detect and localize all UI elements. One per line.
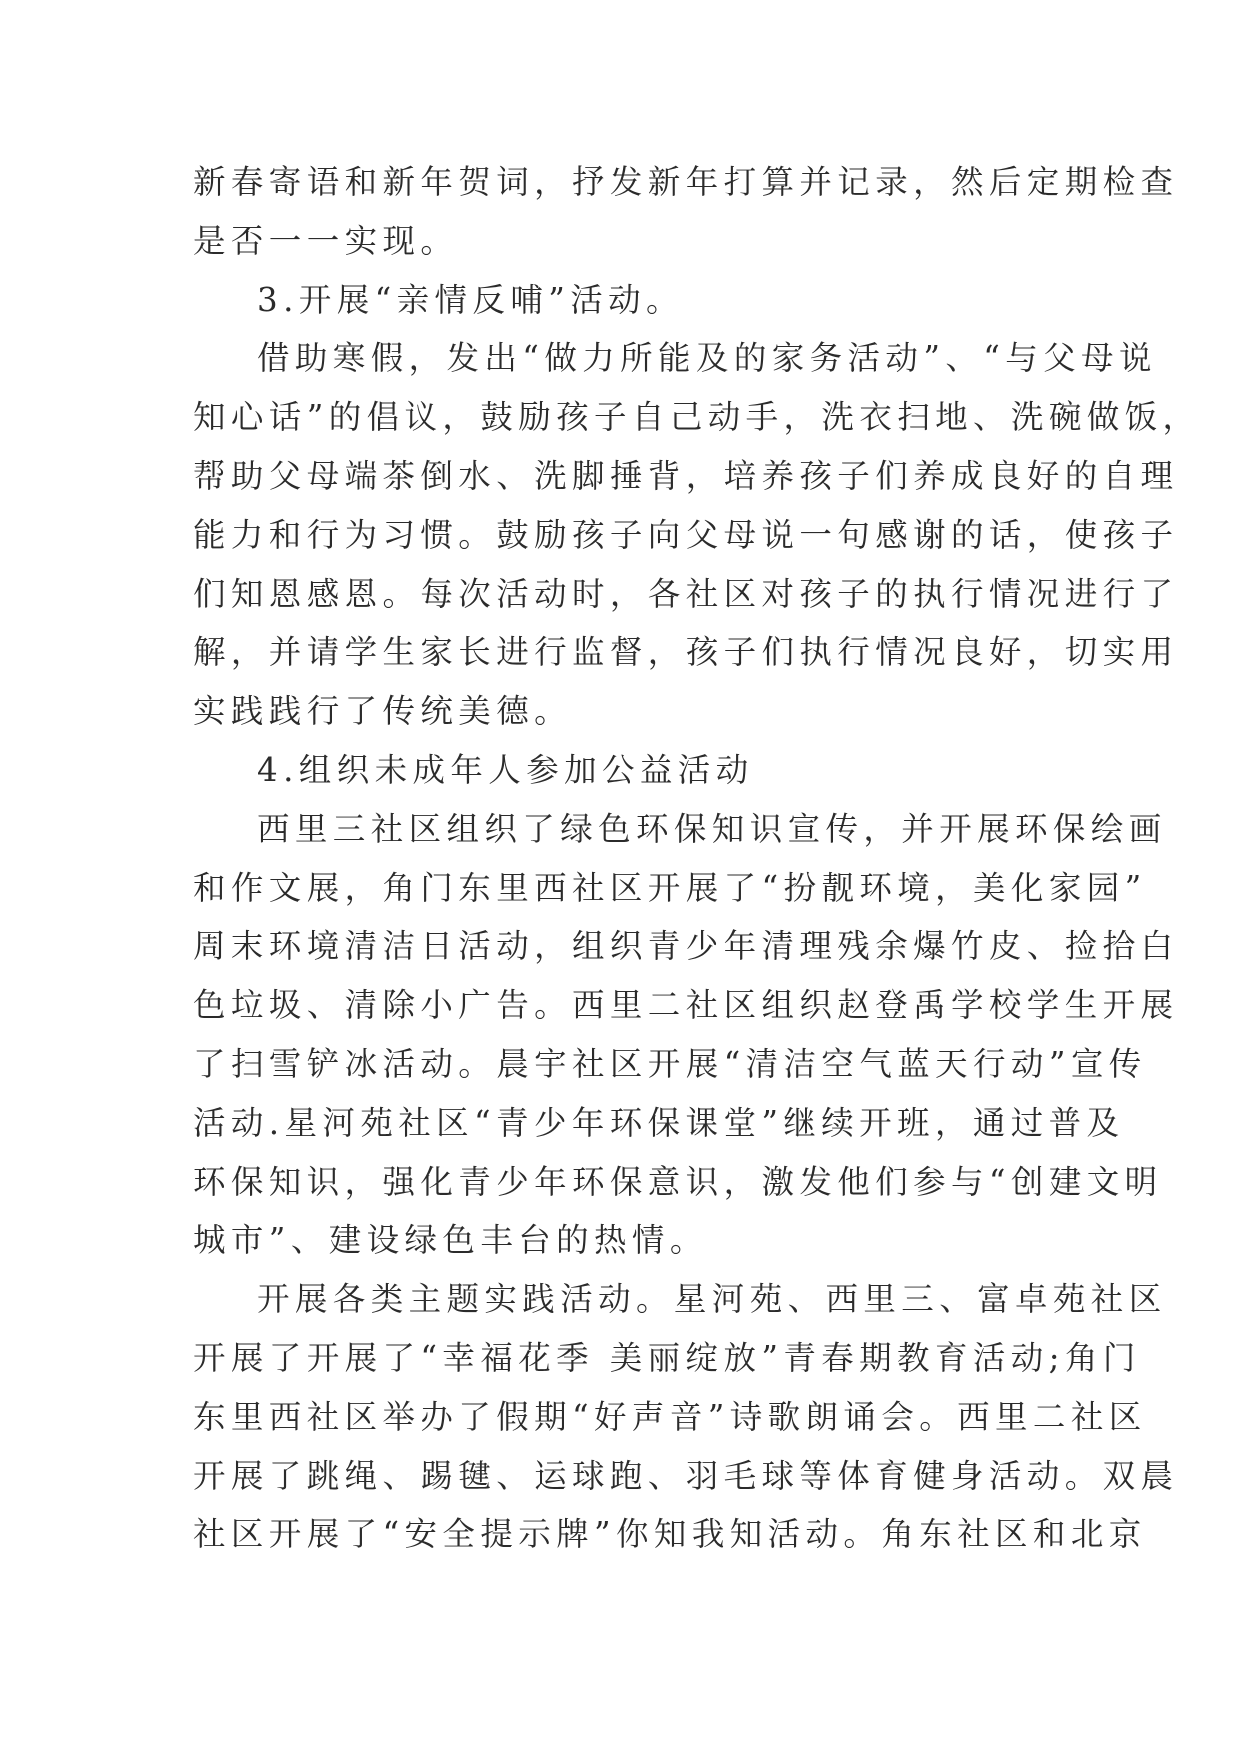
text-line: 色垃圾、清除小广告。西里二社区组织赵登禹学校学生开展	[193, 986, 1179, 1025]
text-line: 实践践行了传统美德。	[193, 692, 573, 731]
text-line: 活动.星河苑社区“青少年环保课堂”继续开班，通过普及	[193, 1103, 1125, 1142]
text-line: 是否一一实现。	[193, 221, 459, 260]
text-line: 城市”、建设绿色丰台的热情。	[193, 1221, 708, 1260]
text-line: 和作文展，角门东里西社区开展了“扮靓环境，美化家园”	[193, 868, 1147, 907]
text-line: 新春寄语和新年贺词，抒发新年打算并记录，然后定期检查	[193, 163, 1179, 201]
paragraph-start: 开展各类主题实践活动。星河苑、西里三、富卓苑社区	[257, 1280, 1167, 1319]
text-line: 开展了跳绳、踢毽、运球跑、羽毛球等体育健身活动。双晨	[193, 1456, 1179, 1495]
text-line: 了扫雪铲冰活动。晨宇社区开展“清洁空气蓝天行动”宣传	[193, 1044, 1147, 1083]
text-line: 知心话”的倡议，鼓励孩子自己动手，洗衣扫地、洗碗做饭，	[193, 398, 1201, 437]
text-line: 社区开展了“安全提示牌”你知我知活动。角东社区和北京	[193, 1515, 1147, 1554]
text-line: 能力和行为习惯。鼓励孩子向父母说一句感谢的话，使孩子	[193, 515, 1179, 554]
text-line: 周末环境清洁日活动，组织青少年清理残余爆竹皮、捡拾白	[193, 927, 1179, 966]
body-text	[193, 153, 1201, 1564]
text-line: 开展了开展了“幸福花季 美丽绽放”青春期教育活动;角门	[193, 1338, 1141, 1377]
text-line: 们知恩感恩。每次活动时，各社区对孩子的执行情况进行了	[193, 574, 1179, 613]
text-line: 帮助父母端茶倒水、洗脚捶背，培养孩子们养成良好的自理	[193, 456, 1179, 495]
text-line: 解，并请学生家长进行监督，孩子们执行情况良好，切实用	[193, 633, 1179, 672]
text-line: 东里西社区举办了假期“好声音”诗歌朗诵会。西里二社区	[193, 1397, 1147, 1436]
paragraph-start: 借助寒假，发出“做力所能及的家务活动”、“与父母说	[257, 339, 1157, 378]
section-heading-3: 3.开展“亲情反哺”活动。	[257, 280, 684, 319]
section-heading-4: 4.组织未成年人参加公益活动	[257, 750, 754, 789]
text-line: 环保知识，强化青少年环保意识，激发他们参与“创建文明	[193, 1162, 1163, 1201]
paragraph-start: 西里三社区组织了绿色环保知识宣传，并开展环保绘画	[257, 809, 1167, 848]
